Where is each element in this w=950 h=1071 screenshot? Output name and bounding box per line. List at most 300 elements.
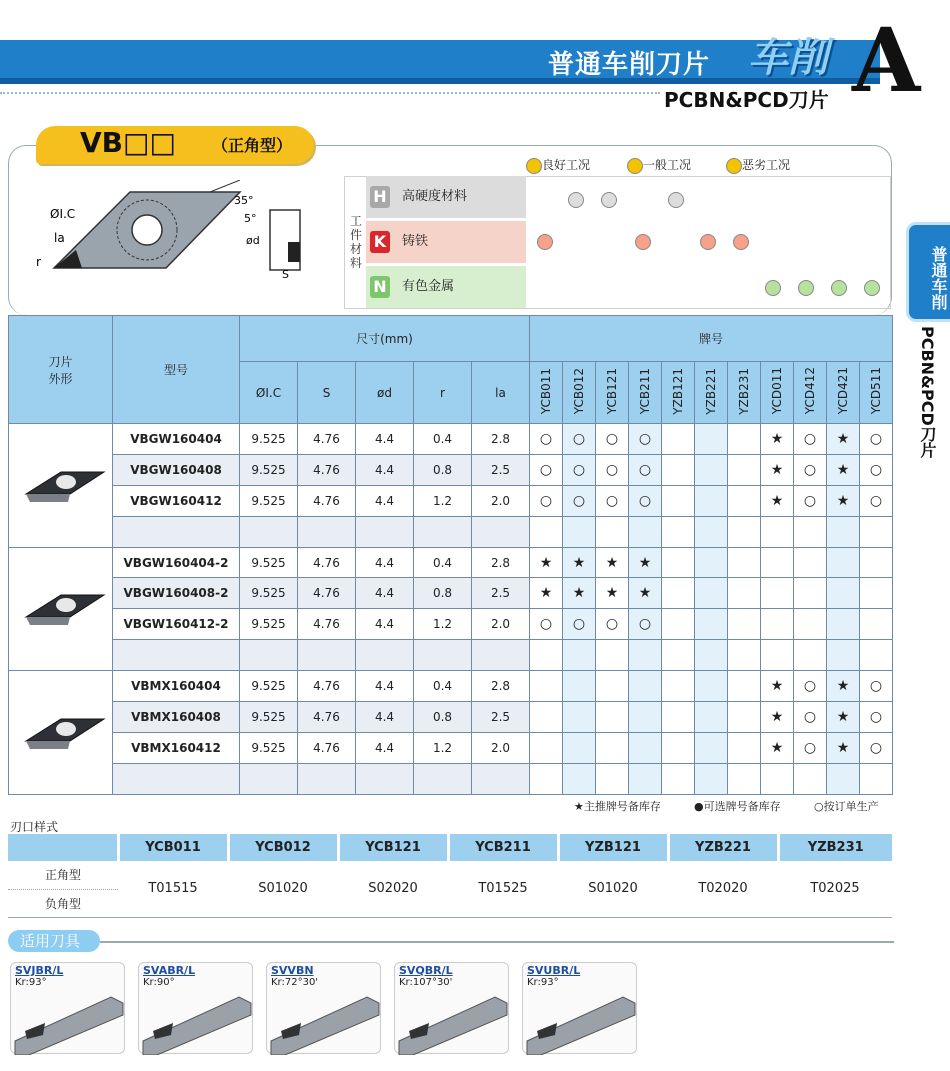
model-cell: VBGW160408 xyxy=(113,454,240,485)
grade-mark: ★ xyxy=(629,578,662,609)
tools-divider xyxy=(100,941,894,943)
grade-mark xyxy=(530,763,563,794)
material-row-h: H 高硬度材料 xyxy=(366,176,526,218)
ic-cell: 9.525 xyxy=(240,485,298,516)
edge-style-table xyxy=(8,834,892,918)
ic-cell: 9.525 xyxy=(240,424,298,455)
model-cell: VBGW160404-2 xyxy=(113,547,240,578)
edge-col-5: YZB221 xyxy=(668,834,778,861)
side-tab-text: PCBN&PCD刀片 xyxy=(918,326,937,458)
label-35deg: 35° xyxy=(234,194,254,207)
grade-mark xyxy=(794,578,827,609)
grade-mark: ★ xyxy=(530,547,563,578)
grade-mark xyxy=(662,702,695,733)
grade-ycd511: YCD511 xyxy=(869,367,883,415)
grade-mark: ○ xyxy=(563,424,596,455)
grade-mark xyxy=(596,640,629,671)
side-view-tip xyxy=(288,242,300,262)
grade-mark xyxy=(794,763,827,794)
grade-mark: ★ xyxy=(827,732,860,763)
la-cell: 2.5 xyxy=(472,702,530,733)
note-order-grade: ○按订单生产 xyxy=(814,800,879,813)
d-cell: 4.4 xyxy=(356,578,414,609)
header-title: 普通车削刀片 xyxy=(548,50,711,80)
la-cell xyxy=(472,516,530,547)
tool-holder-image xyxy=(139,985,254,1055)
grade-mark xyxy=(530,671,563,702)
grade-mark xyxy=(530,516,563,547)
d-cell xyxy=(356,763,414,794)
model-cell: VBGW160412-2 xyxy=(113,609,240,640)
tool-name: SVQBR/L xyxy=(399,964,453,977)
s-cell xyxy=(298,640,356,671)
note-optional-grade: ●可选牌号备库存 xyxy=(694,800,781,813)
grade-mark xyxy=(728,702,761,733)
label-5deg: 5° xyxy=(244,212,257,225)
grade-ycd011: YCD011 xyxy=(770,367,784,415)
edge-val-3: T01525 xyxy=(448,861,558,917)
edge-col-3: YCB211 xyxy=(448,834,558,861)
grade-mark xyxy=(629,640,662,671)
grade-mark: ★ xyxy=(596,578,629,609)
model-cell xyxy=(113,516,240,547)
grade-mark xyxy=(761,640,794,671)
grade-mark xyxy=(728,454,761,485)
r-cell: 0.8 xyxy=(414,454,472,485)
neutral-face-icon xyxy=(568,192,584,208)
la-cell: 2.8 xyxy=(472,547,530,578)
grade-mark xyxy=(629,702,662,733)
la-cell: 2.0 xyxy=(472,609,530,640)
grade-mark xyxy=(695,578,728,609)
grade-mark xyxy=(662,609,695,640)
insert-shape-image xyxy=(9,424,113,548)
d-cell: 4.4 xyxy=(356,485,414,516)
model-cell: VBGW160412 xyxy=(113,485,240,516)
d-cell: 4.4 xyxy=(356,732,414,763)
smile-face-icon xyxy=(526,158,542,174)
tool-kr: Kr:93° xyxy=(15,977,47,988)
col-d: ød xyxy=(356,362,414,424)
grade-mark: ○ xyxy=(596,454,629,485)
insert-shape-image xyxy=(9,671,113,795)
grade-ycb121: YCB121 xyxy=(605,367,619,415)
grade-mark xyxy=(794,516,827,547)
edge-row-negative: 负角型 xyxy=(8,889,118,917)
grade-mark xyxy=(728,578,761,609)
angle-line xyxy=(210,180,240,192)
r-cell: 0.8 xyxy=(414,702,472,733)
grade-mark xyxy=(695,424,728,455)
table-row xyxy=(9,424,893,455)
edge-col-1: YCB012 xyxy=(228,834,338,861)
section-letter: A xyxy=(852,8,921,112)
model-cell: VBMX160404 xyxy=(113,671,240,702)
edge-corner xyxy=(8,834,118,861)
edge-col-0: YCB011 xyxy=(118,834,228,861)
grade-mark xyxy=(563,732,596,763)
table-row xyxy=(9,609,893,640)
tool-holder-image xyxy=(523,985,638,1055)
grade-mark xyxy=(827,609,860,640)
ic-cell: 9.525 xyxy=(240,671,298,702)
smile-face-icon xyxy=(537,234,553,250)
grade-mark xyxy=(695,547,728,578)
grade-mark xyxy=(596,702,629,733)
grade-mark xyxy=(563,516,596,547)
grade-mark xyxy=(563,763,596,794)
label-d: ød xyxy=(246,234,260,247)
tool-card[interactable] xyxy=(522,962,637,1054)
grade-yzb221: YZB221 xyxy=(704,367,718,415)
ic-cell xyxy=(240,516,298,547)
smile-face-icon xyxy=(798,280,814,296)
grade-yzb231: YZB231 xyxy=(737,367,751,415)
la-cell: 2.5 xyxy=(472,454,530,485)
sad-face-icon xyxy=(733,234,749,250)
grade-mark xyxy=(530,702,563,733)
edge-val-6: T02025 xyxy=(778,861,892,917)
la-cell xyxy=(472,640,530,671)
tool-holder-image xyxy=(11,985,126,1055)
r-cell: 0.4 xyxy=(414,424,472,455)
edge-style-title: 刃口样式 xyxy=(10,820,59,834)
grade-mark: ★ xyxy=(761,671,794,702)
table-row xyxy=(9,578,893,609)
ic-cell: 9.525 xyxy=(240,547,298,578)
grade-mark: ○ xyxy=(530,424,563,455)
legend-normal: 一般工况 xyxy=(627,156,691,174)
grade-mark: ★ xyxy=(761,485,794,516)
ic-cell xyxy=(240,763,298,794)
s-cell: 4.76 xyxy=(298,578,356,609)
grade-mark xyxy=(563,671,596,702)
grade-mark xyxy=(629,732,662,763)
grade-mark xyxy=(728,424,761,455)
d-cell: 4.4 xyxy=(356,609,414,640)
grade-mark xyxy=(629,671,662,702)
ic-cell: 9.525 xyxy=(240,578,298,609)
grade-mark xyxy=(860,516,893,547)
edge-val-1: S01020 xyxy=(228,861,338,917)
grade-ycb012: YCB012 xyxy=(572,367,586,415)
grade-mark xyxy=(629,763,662,794)
tool-holder-image xyxy=(267,985,382,1055)
tool-card[interactable] xyxy=(394,962,509,1054)
r-cell xyxy=(414,640,472,671)
label-s: S xyxy=(282,268,289,281)
grade-mark xyxy=(794,609,827,640)
grade-ycb211: YCB211 xyxy=(638,367,652,415)
grade-mark xyxy=(728,671,761,702)
ic-cell: 9.525 xyxy=(240,702,298,733)
product-type: （正角型） xyxy=(212,136,293,155)
table-row xyxy=(9,671,893,702)
grade-yzb121: YZB121 xyxy=(671,367,685,415)
grade-mark xyxy=(794,640,827,671)
material-label: 工件材料 xyxy=(349,214,362,270)
col-la: la xyxy=(472,362,530,424)
grade-mark: ○ xyxy=(794,454,827,485)
neutral-face-icon xyxy=(700,234,716,250)
r-cell xyxy=(414,516,472,547)
grade-mark xyxy=(662,547,695,578)
grade-mark: ○ xyxy=(563,609,596,640)
ic-cell: 9.525 xyxy=(240,609,298,640)
grade-mark xyxy=(596,732,629,763)
edge-val-0: T01515 xyxy=(118,861,228,917)
table-row xyxy=(9,547,893,578)
d-cell xyxy=(356,516,414,547)
grade-mark: ○ xyxy=(596,609,629,640)
grade-mark xyxy=(827,547,860,578)
grade-mark: ★ xyxy=(827,671,860,702)
grade-mark xyxy=(827,516,860,547)
grade-mark xyxy=(563,640,596,671)
s-cell: 4.76 xyxy=(298,671,356,702)
grade-mark xyxy=(728,763,761,794)
grade-ycb011: YCB011 xyxy=(539,367,553,415)
grade-mark xyxy=(827,763,860,794)
grade-mark xyxy=(662,485,695,516)
r-cell: 0.4 xyxy=(414,547,472,578)
col-ic: ØI.C xyxy=(240,362,298,424)
neutral-face-icon xyxy=(627,158,643,174)
grade-mark xyxy=(662,424,695,455)
tool-name: SVVBN xyxy=(271,964,314,977)
insert-dimension-diagram xyxy=(30,180,340,300)
tool-kr: Kr:90° xyxy=(143,977,175,988)
grade-mark xyxy=(695,609,728,640)
tool-card[interactable] xyxy=(10,962,125,1054)
s-cell: 4.76 xyxy=(298,454,356,485)
grade-mark: ○ xyxy=(629,424,662,455)
grade-mark xyxy=(860,640,893,671)
tools-title: 适用刀具 xyxy=(8,930,100,952)
grade-mark xyxy=(695,671,728,702)
grade-mark xyxy=(761,547,794,578)
grade-mark xyxy=(695,732,728,763)
grade-mark: ★ xyxy=(563,578,596,609)
grade-mark xyxy=(530,640,563,671)
edge-val-4: S01020 xyxy=(558,861,668,917)
grade-mark: ★ xyxy=(827,424,860,455)
material-row-k: K 铸铁 xyxy=(366,221,526,263)
tool-kr: Kr:72°30' xyxy=(271,977,319,988)
col-s: S xyxy=(298,362,356,424)
grade-mark: ★ xyxy=(827,702,860,733)
insert-shape-image xyxy=(9,547,113,671)
model-cell: VBGW160408-2 xyxy=(113,578,240,609)
grade-ycd412: YCD412 xyxy=(803,367,817,415)
tool-name: SVABR/L xyxy=(143,964,196,977)
s-cell: 4.76 xyxy=(298,424,356,455)
table-row xyxy=(9,516,893,547)
model-cell: VBMX160412 xyxy=(113,732,240,763)
grade-mark: ○ xyxy=(794,702,827,733)
grade-mark: ○ xyxy=(794,424,827,455)
grade-mark: ○ xyxy=(530,485,563,516)
neutral-face-icon xyxy=(831,280,847,296)
tool-card[interactable] xyxy=(138,962,253,1054)
tool-card[interactable] xyxy=(266,962,381,1054)
table-row xyxy=(9,454,893,485)
col-grade: 牌号 xyxy=(530,316,893,362)
table-row xyxy=(9,763,893,794)
grade-mark xyxy=(695,454,728,485)
grade-mark: ○ xyxy=(563,485,596,516)
grade-mark xyxy=(827,640,860,671)
grade-mark xyxy=(860,547,893,578)
grade-mark xyxy=(695,763,728,794)
grade-mark xyxy=(728,485,761,516)
spec-table xyxy=(8,315,893,795)
grade-mark: ★ xyxy=(761,424,794,455)
grade-mark xyxy=(860,763,893,794)
grade-mark xyxy=(728,609,761,640)
grade-mark: ○ xyxy=(596,424,629,455)
edge-col-2: YCB121 xyxy=(338,834,448,861)
grade-mark xyxy=(596,516,629,547)
label-ic: ØI.C xyxy=(50,207,76,221)
la-cell xyxy=(472,763,530,794)
grade-mark: ★ xyxy=(563,547,596,578)
insert-hole xyxy=(132,215,162,245)
table-row xyxy=(9,732,893,763)
smile-face-icon xyxy=(635,234,651,250)
d-cell: 4.4 xyxy=(356,424,414,455)
grade-mark: ○ xyxy=(860,702,893,733)
d-cell xyxy=(356,640,414,671)
grade-mark xyxy=(662,763,695,794)
header-divider xyxy=(0,92,660,94)
model-cell xyxy=(113,763,240,794)
grade-mark xyxy=(629,516,662,547)
tool-kr: Kr:107°30' xyxy=(399,977,453,988)
grade-mark: ★ xyxy=(596,547,629,578)
grade-mark xyxy=(662,671,695,702)
grade-mark: ○ xyxy=(860,454,893,485)
grade-mark: ★ xyxy=(761,732,794,763)
s-cell: 4.76 xyxy=(298,609,356,640)
s-cell: 4.76 xyxy=(298,485,356,516)
grade-mark: ○ xyxy=(629,609,662,640)
grade-mark: ○ xyxy=(530,454,563,485)
col-size: 尺寸(mm) xyxy=(240,316,530,362)
product-code: VB□□ xyxy=(80,126,176,159)
r-cell: 0.8 xyxy=(414,578,472,609)
grade-mark: ★ xyxy=(827,485,860,516)
grade-mark: ○ xyxy=(860,485,893,516)
edge-val-2: S02020 xyxy=(338,861,448,917)
grade-mark: ○ xyxy=(794,485,827,516)
grade-ycd421: YCD421 xyxy=(836,367,850,415)
legend-good: 良好工况 xyxy=(526,156,590,174)
model-cell: VBGW160404 xyxy=(113,424,240,455)
r-cell xyxy=(414,763,472,794)
grade-mark: ★ xyxy=(530,578,563,609)
model-cell: VBMX160408 xyxy=(113,702,240,733)
tool-name: SVUBR/L xyxy=(527,964,581,977)
d-cell: 4.4 xyxy=(356,702,414,733)
material-n-icon: N xyxy=(370,276,390,298)
grade-mark xyxy=(695,485,728,516)
s-cell: 4.76 xyxy=(298,732,356,763)
grade-mark: ○ xyxy=(794,671,827,702)
grade-mark xyxy=(761,609,794,640)
side-tab[interactable]: 普通车削 xyxy=(906,222,950,322)
grade-mark xyxy=(695,516,728,547)
grade-mark xyxy=(662,732,695,763)
grade-mark xyxy=(662,516,695,547)
s-cell xyxy=(298,516,356,547)
grade-mark xyxy=(761,578,794,609)
edge-val-5: T02020 xyxy=(668,861,778,917)
ic-cell: 9.525 xyxy=(240,732,298,763)
grade-mark: ○ xyxy=(629,485,662,516)
grade-mark xyxy=(662,640,695,671)
material-h-icon: H xyxy=(370,186,390,208)
sad-face-icon xyxy=(864,280,880,296)
material-row-n: N 有色金属 xyxy=(366,266,526,308)
la-cell: 2.5 xyxy=(472,578,530,609)
tool-kr: Kr:93° xyxy=(527,977,559,988)
edge-row-positive: 正角型 xyxy=(8,861,118,889)
grade-mark xyxy=(563,702,596,733)
grade-mark xyxy=(695,640,728,671)
label-r: r xyxy=(36,255,41,269)
model-cell xyxy=(113,640,240,671)
grade-mark xyxy=(860,578,893,609)
r-cell: 1.2 xyxy=(414,485,472,516)
edge-col-6: YZB231 xyxy=(778,834,892,861)
grade-mark xyxy=(695,702,728,733)
tool-name: SVJBR/L xyxy=(15,964,64,977)
grade-mark xyxy=(530,732,563,763)
table-row xyxy=(9,485,893,516)
grade-mark xyxy=(728,516,761,547)
table-row xyxy=(9,640,893,671)
tool-holder-image xyxy=(395,985,510,1055)
grade-mark xyxy=(596,763,629,794)
s-cell: 4.76 xyxy=(298,702,356,733)
grade-mark xyxy=(761,763,794,794)
grade-mark: ○ xyxy=(629,454,662,485)
grade-mark xyxy=(794,547,827,578)
grade-mark xyxy=(728,640,761,671)
grade-mark xyxy=(827,578,860,609)
s-cell xyxy=(298,763,356,794)
grade-mark: ★ xyxy=(761,702,794,733)
note-main-grade: ★主推牌号备库存 xyxy=(574,800,661,813)
grade-mark xyxy=(596,671,629,702)
smile-face-icon xyxy=(601,192,617,208)
grade-mark xyxy=(728,547,761,578)
grade-mark: ★ xyxy=(629,547,662,578)
material-k-icon: K xyxy=(370,231,390,253)
neutral-face-icon xyxy=(668,192,684,208)
grade-mark: ○ xyxy=(596,485,629,516)
la-cell: 2.8 xyxy=(472,424,530,455)
grade-mark xyxy=(761,516,794,547)
r-cell: 0.4 xyxy=(414,671,472,702)
col-model: 型号 xyxy=(113,316,240,424)
header-subtitle: PCBN&PCD刀片 xyxy=(664,88,829,112)
grade-mark xyxy=(860,609,893,640)
grade-mark: ★ xyxy=(761,454,794,485)
grade-mark xyxy=(728,732,761,763)
ic-cell xyxy=(240,640,298,671)
